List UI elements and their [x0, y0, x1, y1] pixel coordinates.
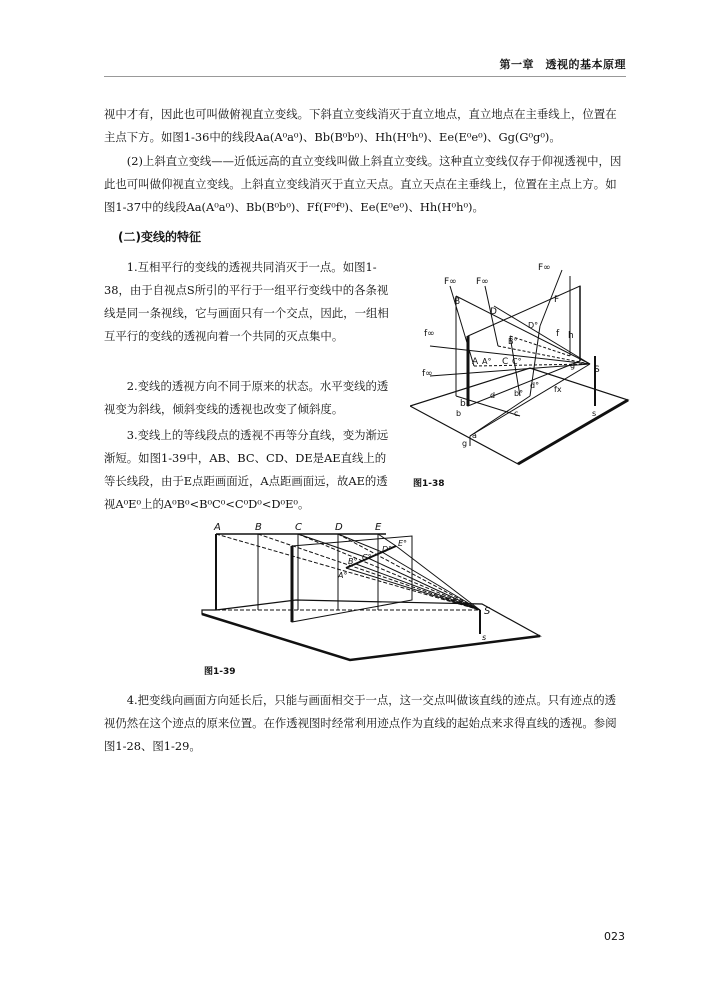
item-1: 1.互相平行的变线的透视共同消灭于一点。如图1-38，由于自视点S所引的平行于一组平行变线中的各条视线是同一条视线，它与画面只有一个交点，因此，一组相互平行的变线的透视向着一个共同的灭点集中。 — [104, 260, 389, 343]
paragraph-2: (2)上斜直立变线——近低远高的直立变线叫做上斜直立变线。这种直立变线仅存于仰视透视中，因此也可叫做仰视直立变线。上斜直立变线消灭于直立天点。直立天点在主垂线上，位置在主点上方。如图1-37中的线段Aa(A⁰a⁰)、Bb(B⁰b⁰)、Ff(F⁰f⁰)、Ee(E⁰e⁰)、Hh(H⁰h⁰)。 — [104, 154, 622, 214]
fig38-label-D: D — [490, 307, 497, 317]
item-4: 4.把变线向画面方向延长后，只能与画面相交于一点，这一交点叫做该直线的迹点。只有迹点的透视仍然在这个迹点的原来位置。在作透视图时经常利用迹点作为直线的起始点来求得直线的透视。参阅图1-28、图1-29。 — [104, 693, 617, 753]
fig38-label-f1: f∞ — [424, 329, 435, 339]
fig39-label-E: E — [375, 522, 382, 533]
fig38-label-F2: F∞ — [476, 277, 489, 287]
paragraph-1: 视中才有，因此也可叫做俯视直立变线。下斜直立变线消灭于直立地点，直立地点在主垂线上，位置在主点下方。如图1-36中的线段Aa(A⁰a⁰)、Bb(B⁰b⁰)、Hh(H⁰h⁰)、Ee(E⁰e⁰)、Gg(G⁰g⁰)。 — [104, 107, 617, 144]
fig38-label-Do: D° — [528, 321, 539, 330]
fig38-label-s: s — [592, 409, 597, 418]
fig38-label-g: g — [570, 361, 576, 370]
fig39-label-B: B — [255, 522, 262, 533]
fig39-label-D: D — [335, 522, 343, 533]
fig38-label-h: h — [568, 331, 574, 341]
fig38-label-f: f — [556, 329, 560, 339]
fig38-label-Co: C° — [512, 357, 522, 366]
fig39-label-S: S — [484, 606, 491, 617]
page-number: 023 — [604, 930, 625, 943]
fig39-label-Ao: A° — [338, 571, 348, 580]
fig39-label-Co: C° — [362, 553, 372, 562]
fig39-label-Bo: B° — [348, 557, 358, 566]
fig39-label-C: C — [295, 522, 302, 533]
fig38-label-C: C — [502, 357, 509, 367]
header-rule — [104, 76, 626, 77]
figure-1-39 — [196, 518, 546, 666]
fig38-label-B: B — [454, 297, 461, 307]
fig38-label-b2: b — [456, 409, 462, 418]
fig39-label-Eo: E° — [398, 539, 408, 548]
fig38-label-bo: b° — [514, 389, 524, 398]
item-3: 3.变线上的等线段点的透视不再等分直线，变为渐远渐短。如图1-39中，AB、BC、CD、DE是AE直线上的等长线段，由于E点距画面近，A点距画面远，故AE的透视A⁰E⁰上的A⁰B⁰<B⁰C⁰<C⁰D⁰<D⁰E⁰。 — [104, 428, 389, 511]
fig39-label-Do: D° — [382, 545, 393, 554]
fig38-label-d: d — [490, 391, 496, 400]
fig38-label-b1: b — [460, 399, 466, 409]
fig38-label-f2: f∞ — [422, 369, 433, 379]
fig38-label-do: d° — [530, 381, 540, 390]
fig38-label-A: A — [472, 357, 479, 367]
fig38-label-F: F — [554, 295, 560, 305]
fig38-label-g2: g — [462, 439, 468, 448]
running-header: 第一章 透视的基本原理 — [499, 58, 626, 71]
fig38-label-Bo: B° — [508, 337, 518, 346]
section-title: (二)变线的特征 — [118, 230, 201, 244]
fig39-label-A: A — [214, 522, 221, 533]
fig38-label-Ao: A° — [482, 357, 492, 366]
figure-1-38-caption: 图1-38 — [413, 479, 445, 489]
fig38-label-c: c — [514, 409, 519, 418]
fig38-label-S: S — [594, 365, 600, 375]
figure-1-39-caption: 图1-39 — [204, 667, 236, 677]
fig38-label-fx: fx — [554, 385, 562, 394]
fig38-label-F3: F∞ — [538, 263, 551, 273]
fig39-label-s: s — [482, 633, 487, 642]
fig38-label-a: a — [472, 431, 477, 440]
figure-1-38 — [410, 256, 640, 466]
item-2: 2.变线的透视方向不同于原来的状态。水平变线的透视变为斜线，倾斜变线的透视也改变了倾斜度。 — [104, 379, 389, 416]
fig38-label-F1: F∞ — [444, 277, 457, 287]
